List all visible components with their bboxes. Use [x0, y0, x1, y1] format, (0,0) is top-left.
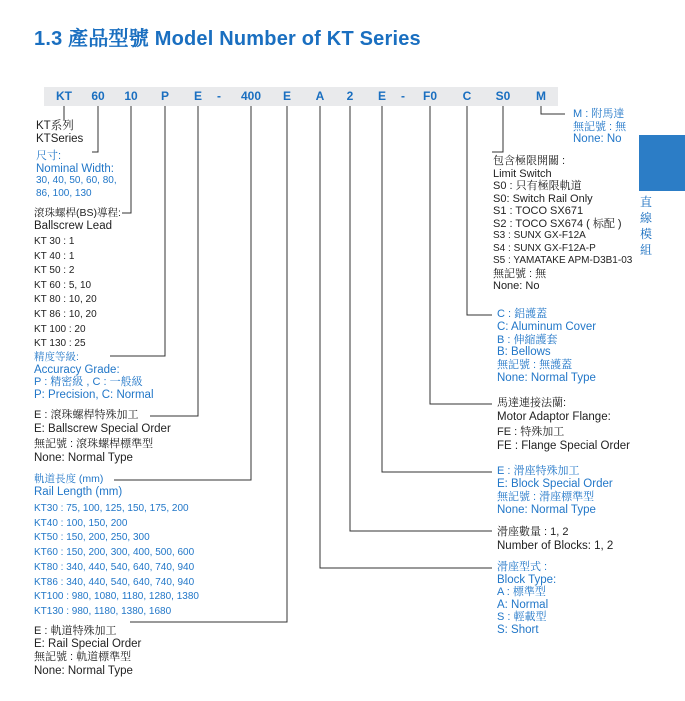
cover-block: C : 鋁護蓋 C: Aluminum Cover B : 伸縮護套 B: Bellows 無記號 : 無護蓋 None: Normal Type	[497, 308, 597, 384]
code-segment: E	[377, 89, 387, 103]
motor-block: M : 附馬達 無記號 : 無 None: No	[573, 108, 627, 145]
rail-length-row: KT100 : 980, 1080, 1180, 1280, 1380	[34, 591, 199, 603]
block-type-block: 滑座型式 : Block Type: A : 標準型 A: Normal S : 輕載型 S: Short	[497, 561, 557, 636]
ballscrew-lead-block: 滾珠螺桿(BS)導程: Ballscrew Lead KT 30 : 1 KT 40 : 1 KT 50 : 2 KT 60 : 5, 10 KT 80 : 10, 20 KT 86 : 10, 20 KT 100 : 20 KT 130 : 25	[34, 207, 121, 352]
code-segment: 10	[124, 89, 138, 103]
lead-row: KT 100 : 20	[34, 323, 86, 335]
lead-row: KT 40 : 1	[34, 250, 75, 262]
code-segment: 400	[240, 89, 262, 103]
limit-switch-block: 包含極限開關 : Limit Switch S0 : 只有極限軌道 S0: Switch Rail Only S1 : TOCO SX671 S2 : TOCO SX674 ( 标配 ) S3 : SUNX GX-F12A S4 : SUNX GX-F12A-P S5 : YAMATAKE APM-D3B1-03 無記號 : 無 None: No	[493, 155, 633, 292]
rail-length-row: KT60 : 150, 200, 300, 400, 500, 600	[34, 547, 195, 559]
page-title: 1.3 產品型號 Model Number of KT Series	[34, 28, 421, 50]
lead-row: KT 60 : 5, 10	[34, 279, 92, 291]
code-segment: M	[536, 89, 546, 103]
lead-row: KT 80 : 10, 20	[34, 294, 97, 306]
lead-row: KT 130 : 25	[34, 338, 86, 350]
kt-series-label: KT系列 KTSeries	[36, 120, 84, 145]
rail-length-row: KT80 : 340, 440, 540, 640, 740, 940	[34, 561, 195, 573]
ballscrew-lead-rows	[34, 235, 121, 352]
lead-row: KT 30 : 1	[34, 236, 75, 247]
lead-row: KT 50 : 2	[34, 265, 75, 277]
lead-row: KT 86 : 10, 20	[34, 308, 97, 320]
code-segment: KT	[56, 89, 72, 103]
block-special-block: E : 滑座特殊加工 E: Block Special Order 無記號 : 滑座標準型 None: Normal Type	[497, 465, 613, 516]
section-tab	[639, 135, 685, 191]
code-segment: E	[282, 89, 292, 103]
rail-length-rows	[34, 502, 199, 620]
rail-length-block: 軌道長度 (mm) Rail Length (mm) KT30 : 75, 100, 125, 150, 175, 200 KT40 : 100, 150, 200 KT50 : 150, 200, 250, 300 KT60 : 150, 200, 300, 400, 500, 600 KT80 : 340, 440, 540, 640, 740, 940 KT86 : 340, 440, 540, 640, 740, 940 KT100 : 980, 1080, 1180, 1280, 1380 KT130 : 980, 1180, 1380, 1680	[34, 473, 199, 620]
nominal-width-block: 尺寸: Nominal Width: 30, 40, 50, 60, 80, 86, 100, 130	[36, 150, 117, 199]
motor-flange-block: 馬達連接法蘭: Motor Adaptor Flange: FE : 特殊加工 FE : Flange Special Order	[497, 397, 630, 452]
code-segment: -	[401, 89, 405, 103]
code-segment: 2	[346, 89, 354, 103]
code-segment: -	[217, 89, 221, 103]
code-segment: P	[160, 89, 170, 103]
code-segment: S0	[495, 89, 511, 103]
ballscrew-special-block: E : 滾珠螺桿特殊加工 E: Ballscrew Special Order 無記號 : 滾珠螺桿標準型 None: Normal Type	[34, 409, 171, 464]
code-segment: F0	[422, 89, 438, 103]
rail-length-row: KT30 : 75, 100, 125, 150, 175, 200	[34, 503, 189, 514]
accuracy-grade-block: 精度等級: Accuracy Grade: P : 精密級 , C : 一般級 P: Precision, C: Normal	[34, 351, 154, 401]
rail-length-row: KT130 : 980, 1180, 1380, 1680	[34, 605, 172, 617]
code-segment: 60	[91, 89, 105, 103]
code-segment: C	[462, 89, 472, 103]
number-of-blocks-block: 滑座數量 : 1, 2 Number of Blocks: 1, 2	[497, 526, 614, 552]
section-tab-label: 直 線 模 組	[639, 195, 652, 257]
rail-length-row: KT40 : 100, 150, 200	[34, 517, 128, 529]
code-segment: A	[315, 89, 325, 103]
rail-length-row: KT86 : 340, 440, 540, 640, 740, 940	[34, 576, 195, 588]
rail-length-row: KT50 : 150, 200, 250, 300	[34, 532, 150, 544]
rail-special-block: E : 軌道特殊加工 E: Rail Special Order 無記號 : 軌道標準型 None: Normal Type	[34, 625, 142, 677]
code-segment: E	[193, 89, 203, 103]
